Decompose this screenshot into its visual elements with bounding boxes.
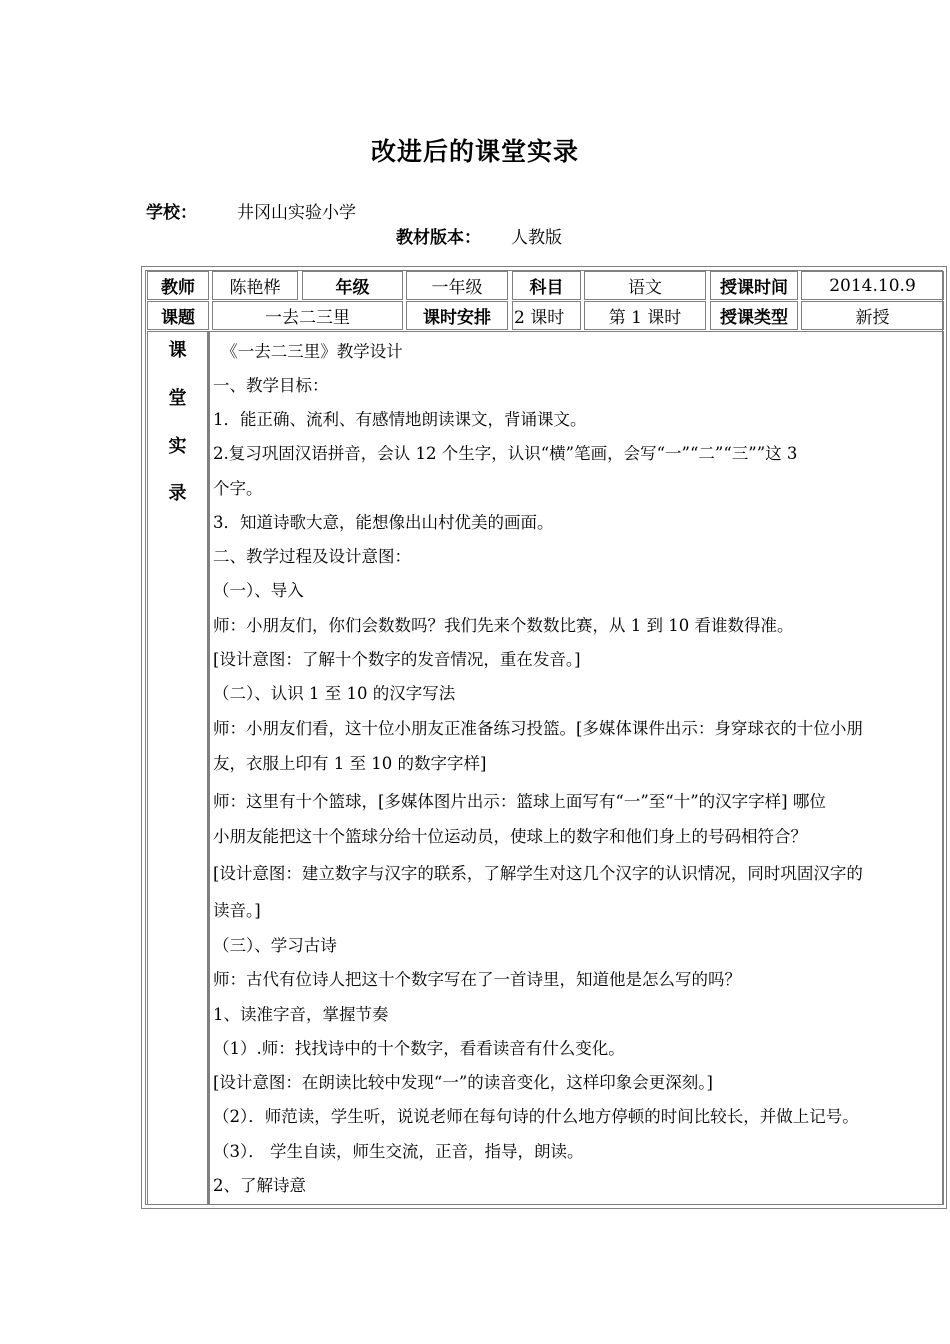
content-line: （3）． 学生自读，师生交流，正音，指导，朗读。 (213, 1142, 584, 1161)
content-line: 个字。 (213, 479, 263, 498)
content-line: [设计意图：在朗读比较中发现“一”的读音变化，这样印象会更深刻。] (213, 1073, 713, 1092)
content-line: 3．知道诗歌大意，能想像出山村优美的画面。 (213, 513, 554, 532)
content-line: 一、教学目标： (213, 376, 329, 395)
content-line: （二）、认识 1 至 10 的汉字写法 (213, 684, 456, 703)
school-label: 学校： (146, 203, 197, 223)
topic-value: 一去二三里 (212, 301, 403, 330)
teacher-label: 教师 (147, 271, 209, 300)
edition-label: 教材版本： (396, 228, 481, 248)
side-char: 录 (168, 483, 187, 504)
topic-label: 课题 (147, 301, 209, 330)
side-char: 实 (168, 436, 187, 457)
content-line: 师：古代有位诗人把这十个数字写在了一首诗里，知道他是怎么写的吗？ (213, 970, 741, 989)
content-line: （一）、导入 (213, 581, 304, 600)
lesson-value: 第 1 课时 (584, 301, 706, 330)
content-line: 读音。] (213, 901, 261, 920)
content-line: （1）.师：找找诗中的十个数字，看看读音有什么变化。 (213, 1039, 625, 1058)
date-label: 授课时间 (710, 271, 798, 300)
content-line: 二、教学过程及设计意图： (213, 547, 411, 566)
grade-value: 一年级 (406, 271, 508, 300)
content-line: [设计意图：了解十个数字的发音情况，重在发音。] (213, 650, 581, 669)
school-value: 井冈山实验小学 (237, 203, 356, 223)
record-side-label (147, 331, 208, 1205)
hours-value: 2 课时 (512, 301, 581, 330)
content-line: 1、读准字音，掌握节奏 (213, 1005, 389, 1024)
content-line: 友，衣服上印有 1 至 10 的数字字样] (213, 754, 487, 773)
page-title: 改进后的课堂实录 (370, 137, 579, 166)
content-line: 2.复习巩固汉语拼音，会认 12 个生字，认识“横”笔画，会写“一”“二”“三””这 3 (213, 444, 798, 463)
content-line: 《一去二三里》教学设计 (213, 342, 403, 361)
subject-label: 科目 (512, 271, 581, 300)
type-label: 授课类型 (710, 301, 798, 330)
type-value: 新授 (801, 301, 944, 330)
subject-value: 语文 (584, 271, 706, 300)
content-line: 2、了解诗意 (213, 1176, 306, 1195)
content-line: 1．能正确、流利、有感情地朗读课文，背诵课文。 (213, 410, 587, 429)
school-line (146, 198, 356, 223)
edition-line (396, 223, 562, 248)
side-char: 堂 (168, 388, 187, 409)
edition-value: 人教版 (511, 228, 562, 248)
grade-label: 年级 (302, 271, 403, 300)
content-line: [设计意图：建立数字与汉字的联系，了解学生对这几个汉字的认识情况，同时巩固汉字的 (213, 864, 863, 883)
content-line: （2）．师范读，学生听，说说老师在每句诗的什么地方停顿的时间比较长，并做上记号。 (213, 1107, 859, 1126)
content-line: （三）、学习古诗 (213, 936, 337, 955)
side-char: 课 (168, 340, 187, 361)
content-line: 小朋友能把这十个篮球分给十位运动员，使球上的数字和他们身上的号码相符合？ (213, 827, 807, 846)
content-line: 师：小朋友们看，这十位小朋友正准备练习投篮。[多媒体课件出示：身穿球衣的十位小朋 (213, 719, 863, 738)
date-value: 2014.10.9 (801, 271, 944, 300)
content-line: 师：小朋友们，你们会数数吗？我们先来个数数比赛，从 1 到 10 看谁数得准。 (213, 616, 794, 635)
content-line: 师：这里有十个篮球，[多媒体图片出示：篮球上面写有“一”至“十”的汉字字样] 哪位 (213, 792, 826, 811)
record-content (208, 331, 944, 1205)
schedule-label: 课时安排 (406, 301, 508, 330)
teacher-value: 陈艳桦 (212, 271, 298, 300)
